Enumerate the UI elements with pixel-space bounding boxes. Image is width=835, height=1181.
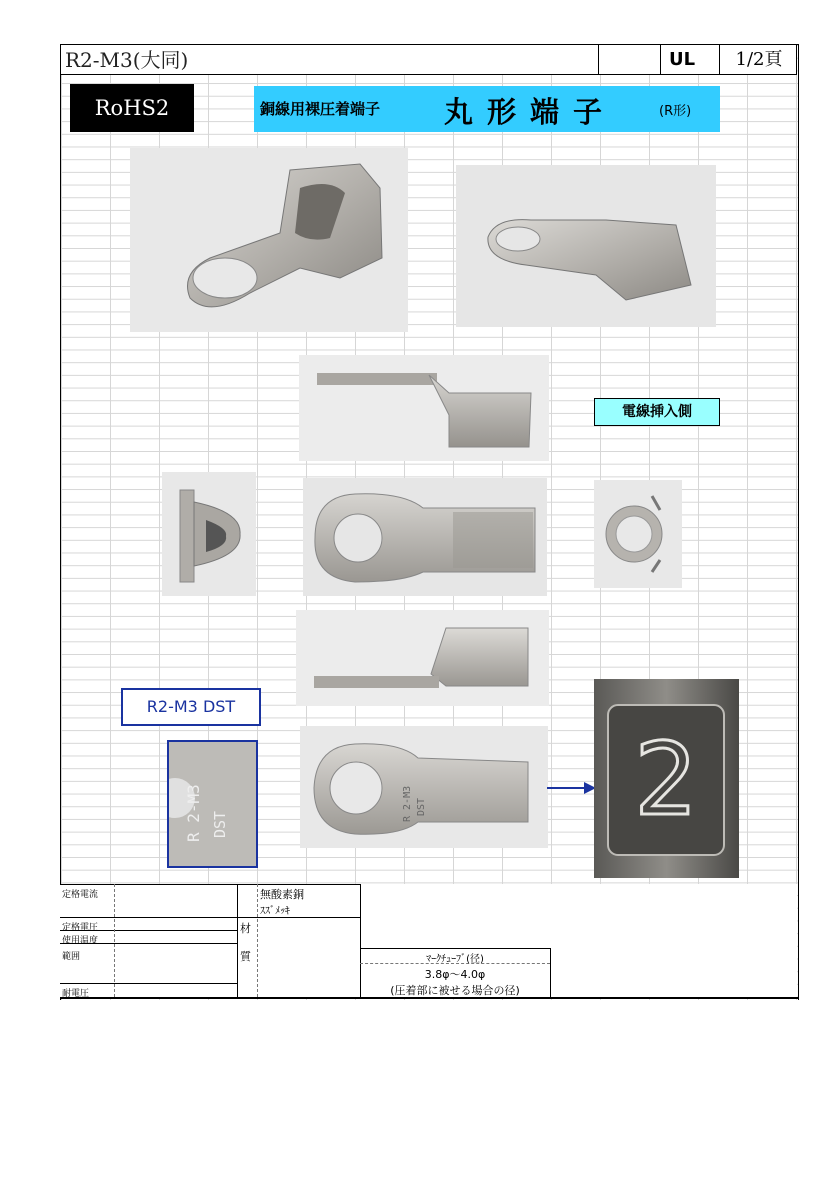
marking-text-1: R 2-M3	[184, 784, 203, 842]
divider	[598, 45, 599, 75]
page-number: 1/2頁	[735, 49, 783, 70]
material-label-1: 材	[240, 922, 251, 935]
standard-label: UL	[668, 49, 696, 70]
photo-top-view-marked	[300, 726, 548, 848]
crimp-digit: 2	[634, 721, 698, 838]
photo-end-left	[162, 472, 256, 596]
terminal-image	[296, 610, 549, 706]
tube-value: 3.8φ～4.0φ	[424, 968, 486, 981]
operating-temp-label: 使用温度	[62, 936, 99, 946]
banner-subtitle: 銅線用裸圧着端子	[260, 100, 381, 118]
spec-table	[60, 884, 797, 999]
terminal-image	[303, 478, 547, 596]
photo-perspective-right	[456, 165, 716, 327]
photo-top-view	[303, 478, 547, 596]
range-label: 範囲	[62, 952, 81, 962]
table-line	[60, 917, 360, 918]
marking-text-2: DST	[211, 810, 229, 838]
marking-label: R2-M3 DST	[121, 688, 261, 726]
marking-text-small-1: R 2-M3	[402, 785, 413, 822]
photo-crimp-closeup	[594, 679, 739, 878]
table-line	[237, 884, 238, 997]
material-value-2: ｽｽﾞﾒｯｷ	[260, 906, 290, 917]
terminal-image	[594, 480, 682, 588]
pointer-arrow	[547, 787, 587, 789]
table-line	[360, 948, 550, 949]
marking-text-small-2: DST	[416, 797, 427, 816]
terminal-image	[594, 679, 739, 878]
bottom-rule	[60, 997, 798, 999]
table-line	[257, 884, 258, 997]
photo-side-top	[299, 355, 549, 461]
rated-current-label: 定格電流	[62, 890, 99, 900]
terminal-image	[299, 355, 549, 461]
terminal-image	[300, 726, 548, 848]
rohs-badge: RoHS2	[70, 84, 194, 132]
model-number: R2-M3(大同)	[65, 48, 189, 72]
table-line	[60, 983, 237, 984]
title-banner	[254, 86, 720, 132]
terminal-image	[456, 165, 716, 327]
tube-header: ﾏｰｸﾁｭｰﾌﾞ(径)	[426, 954, 484, 965]
table-line	[60, 884, 360, 885]
terminal-image	[130, 148, 408, 332]
title-bar	[60, 44, 797, 75]
wire-insert-side-label: 電線挿入側	[594, 398, 720, 426]
divider	[719, 45, 720, 75]
terminal-image	[169, 742, 256, 866]
material-label-2: 質	[240, 950, 251, 963]
tube-note: (圧着部に被せる場合の径)	[390, 984, 520, 997]
rated-voltage-label: 定格電圧	[62, 923, 99, 933]
withstand-voltage-label: 耐電圧	[62, 989, 90, 999]
photo-end-right	[594, 480, 682, 588]
table-line	[550, 948, 551, 997]
banner-type: (R形)	[659, 104, 692, 119]
terminal-image	[162, 472, 256, 596]
table-line	[114, 884, 115, 997]
photo-marking-closeup	[167, 740, 258, 868]
photo-perspective-left	[130, 148, 408, 332]
photo-side-bottom	[296, 610, 549, 706]
material-value-1: 無酸素銅	[260, 888, 304, 901]
banner-title: 丸形端子	[444, 95, 617, 129]
